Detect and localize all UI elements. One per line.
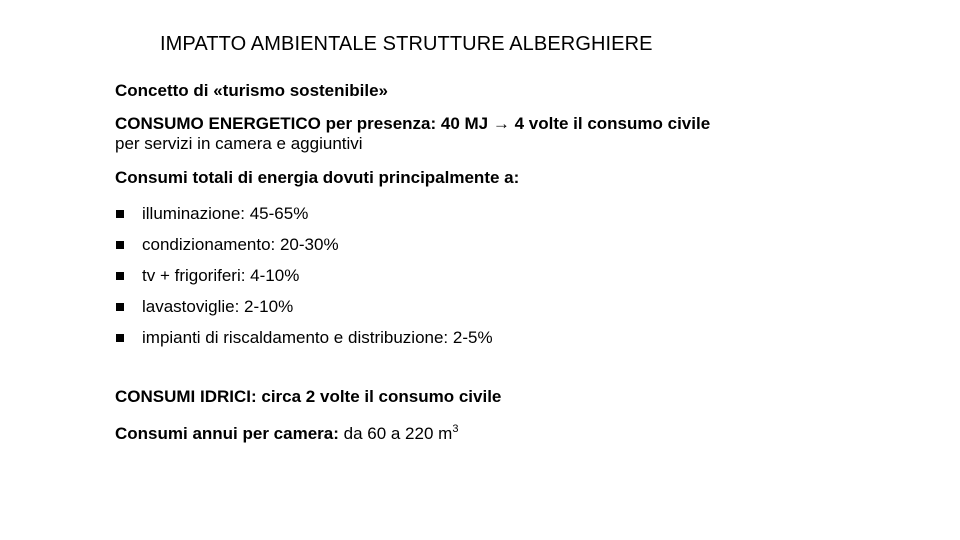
square-bullet-icon [116, 210, 124, 218]
energy-breakdown-list [115, 198, 493, 353]
subtitle: Concetto di «turismo sostenibile» [115, 81, 388, 100]
list-item-text: lavastoviglie: 2-10% [142, 297, 294, 316]
square-bullet-icon [116, 241, 124, 249]
list-item [115, 291, 493, 322]
square-bullet-icon [116, 272, 124, 280]
energy-breakdown-heading: Consumi totali di energia dovuti principalmente a: [115, 168, 520, 187]
annual-exponent: 3 [452, 423, 459, 435]
list-item [115, 260, 493, 291]
energy-detail: per servizi in camera e aggiuntivi [115, 134, 363, 153]
list-item [115, 198, 493, 229]
energy-label: CONSUMO ENERGETICO per presenza: 40 MJ → 4 volte il consumo civile [115, 114, 711, 133]
slide-title: IMPATTO AMBIENTALE STRUTTURE ALBERGHIERE [160, 33, 653, 55]
list-item-text: tv + frigoriferi: 4-10% [142, 266, 300, 285]
list-item-text: condizionamento: 20-30% [142, 235, 339, 254]
list-item-text: illuminazione: 45-65% [142, 204, 309, 223]
list-item [115, 322, 493, 353]
energy-consumption [115, 113, 710, 153]
list-item-text: impianti di riscaldamento e distribuzione: 2-5% [142, 328, 493, 347]
annual-label: Consumi annui per camera: [115, 424, 339, 443]
annual-consumption [115, 419, 458, 444]
annual-value: da 60 a 220 m [338, 424, 453, 443]
square-bullet-icon [116, 334, 124, 342]
square-bullet-icon [116, 303, 124, 311]
water-consumption: CONSUMI IDRICI: circa 2 volte il consumo civile [115, 387, 502, 406]
list-item [115, 229, 493, 260]
